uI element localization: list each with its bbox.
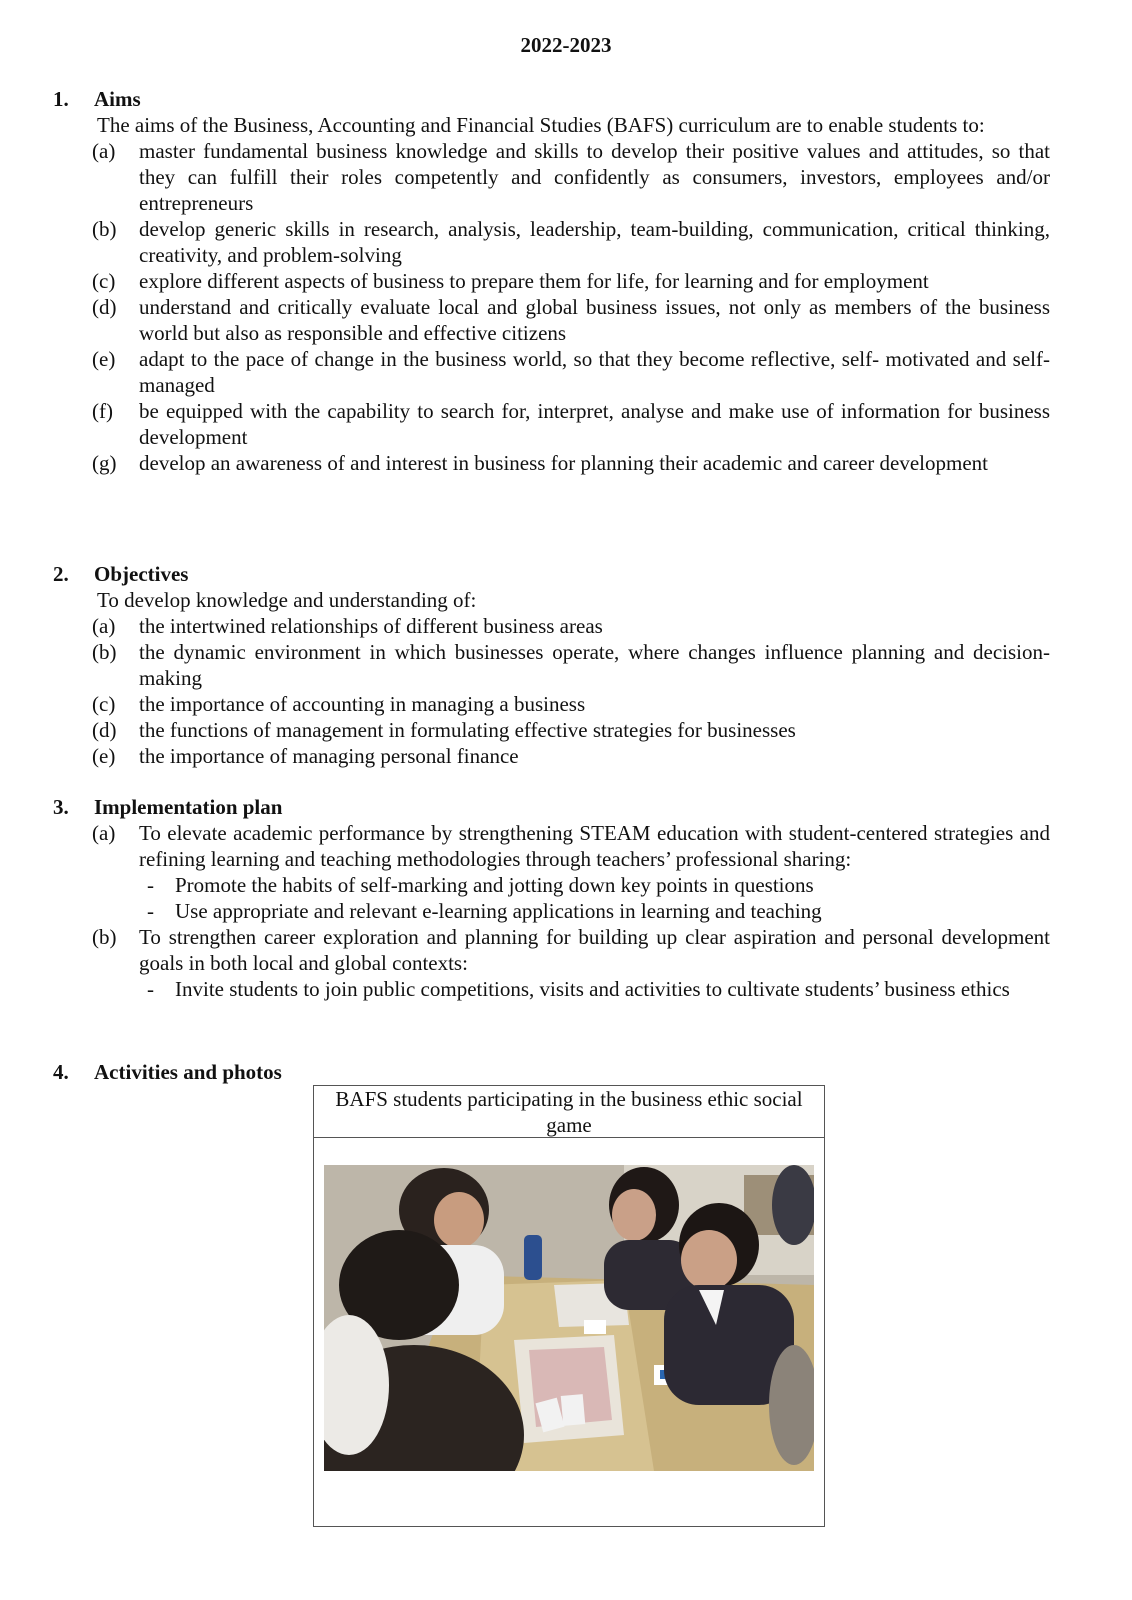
activity-photo <box>324 1165 814 1471</box>
objectives-item-label: (e) <box>92 744 116 768</box>
aims-item-text: develop generic skills in research, analysis, leadership, team-building, communication, critical thinking, creativity, and problem-solving <box>139 217 1050 267</box>
aims-item-label: (d) <box>92 295 117 319</box>
objectives-section <box>0 561 1132 769</box>
implementation-bullet <box>0 872 1035 898</box>
aims-item-text: master fundamental business knowledge and skills to develop their positive values and attitudes, so that they can fulfill their roles competently and confidently as consumers, investors, employees and/or entrepreneurs <box>139 139 1050 215</box>
objectives-item-text: the functions of management in formulating effective strategies for businesses <box>139 718 796 742</box>
aims-intro: The aims of the Business, Accounting and Financial Studies (BAFS) curriculum are to enable students to: <box>97 113 985 137</box>
implementation-bullet <box>0 976 1035 1002</box>
objectives-item-text: the dynamic environment in which businesses operate, where changes influence planning and decision-making <box>139 640 1050 690</box>
objectives-intro: To develop knowledge and understanding of: <box>97 588 477 612</box>
bullet-text: Invite students to join public competitions, visits and activities to cultivate students’ business ethics <box>175 977 1010 1001</box>
objectives-item-label: (d) <box>92 718 117 742</box>
aims-item-g <box>0 450 1050 476</box>
aims-item-f <box>0 398 1050 450</box>
implementation-item-text: To elevate academic performance by strengthening STEAM education with student-centered strategies and refining learning and teaching methodologies through teachers’ professional sharing: <box>139 821 1050 871</box>
bullet-text: Promote the habits of self-marking and jotting down key points in questions <box>175 873 814 897</box>
aims-item-a <box>0 138 1050 216</box>
photo-table <box>313 1085 825 1527</box>
objectives-item-e <box>0 743 1050 769</box>
activity-photo-illustration <box>324 1165 814 1471</box>
photo-caption: BAFS students participating in the business ethic social game <box>314 1086 824 1138</box>
implementation-title: Implementation plan <box>94 795 283 819</box>
aims-item-text: be equipped with the capability to search for, interpret, analyse and make use of information for business development <box>139 399 1050 449</box>
aims-heading <box>0 86 1132 112</box>
aims-item-text: adapt to the pace of change in the business world, so that they become reflective, self- motivated and self-managed <box>139 347 1050 397</box>
activities-heading <box>0 1059 1132 1085</box>
implementation-heading <box>0 794 1132 820</box>
objectives-item-label: (b) <box>92 640 117 664</box>
objectives-item-a <box>0 613 1050 639</box>
activities-number: 4. <box>53 1060 69 1084</box>
activities-section <box>0 1059 1132 1085</box>
objectives-item-text: the importance of managing personal finance <box>139 744 519 768</box>
activities-title: Activities and photos <box>94 1060 282 1084</box>
bullet-dash: - <box>147 899 154 923</box>
aims-item-label: (f) <box>92 399 113 423</box>
implementation-item-label: (a) <box>92 821 116 845</box>
aims-number: 1. <box>53 87 69 111</box>
bullet-dash: - <box>147 873 154 897</box>
aims-item-e <box>0 346 1050 398</box>
objectives-heading <box>0 561 1132 587</box>
aims-item-text: develop an awareness of and interest in business for planning their academic and career development <box>139 451 989 475</box>
aims-item-label: (c) <box>92 269 116 293</box>
implementation-bullet <box>0 898 1035 924</box>
bullet-text: Use appropriate and relevant e-learning applications in learning and teaching <box>175 899 822 923</box>
aims-item-text: understand and critically evaluate local and global business issues, not only as members of the business world but also as responsible and effective citizens <box>139 295 1050 345</box>
aims-title: Aims <box>94 87 141 111</box>
objectives-title: Objectives <box>94 562 189 586</box>
objectives-item-d <box>0 717 1050 743</box>
aims-item-c <box>0 268 1050 294</box>
aims-item-label: (b) <box>92 217 117 241</box>
objectives-item-label: (c) <box>92 692 116 716</box>
aims-item-b <box>0 216 1050 268</box>
objectives-item-b <box>0 639 1050 691</box>
objectives-number: 2. <box>53 562 69 586</box>
aims-item-label: (a) <box>92 139 116 163</box>
aims-item-text: explore different aspects of business to prepare them for life, for learning and for employment <box>139 269 929 293</box>
aims-item-d <box>0 294 1050 346</box>
bullet-dash: - <box>147 977 154 1001</box>
implementation-item-b <box>0 924 1050 976</box>
implementation-number: 3. <box>53 795 69 819</box>
objectives-item-text: the importance of accounting in managing a business <box>139 692 586 716</box>
implementation-section <box>0 794 1132 1002</box>
aims-item-label: (g) <box>92 451 117 475</box>
objectives-item-text: the intertwined relationships of different business areas <box>139 614 603 638</box>
aims-section <box>0 86 1132 476</box>
objectives-item-label: (a) <box>92 614 116 638</box>
aims-item-label: (e) <box>92 347 116 371</box>
objectives-item-c <box>0 691 1050 717</box>
implementation-item-label: (b) <box>92 925 117 949</box>
implementation-item-text: To strengthen career exploration and planning for building up clear aspiration and personal development goals in both local and global contexts: <box>139 925 1050 975</box>
implementation-item-a <box>0 820 1050 872</box>
document-year: 2022-2023 <box>520 33 612 57</box>
